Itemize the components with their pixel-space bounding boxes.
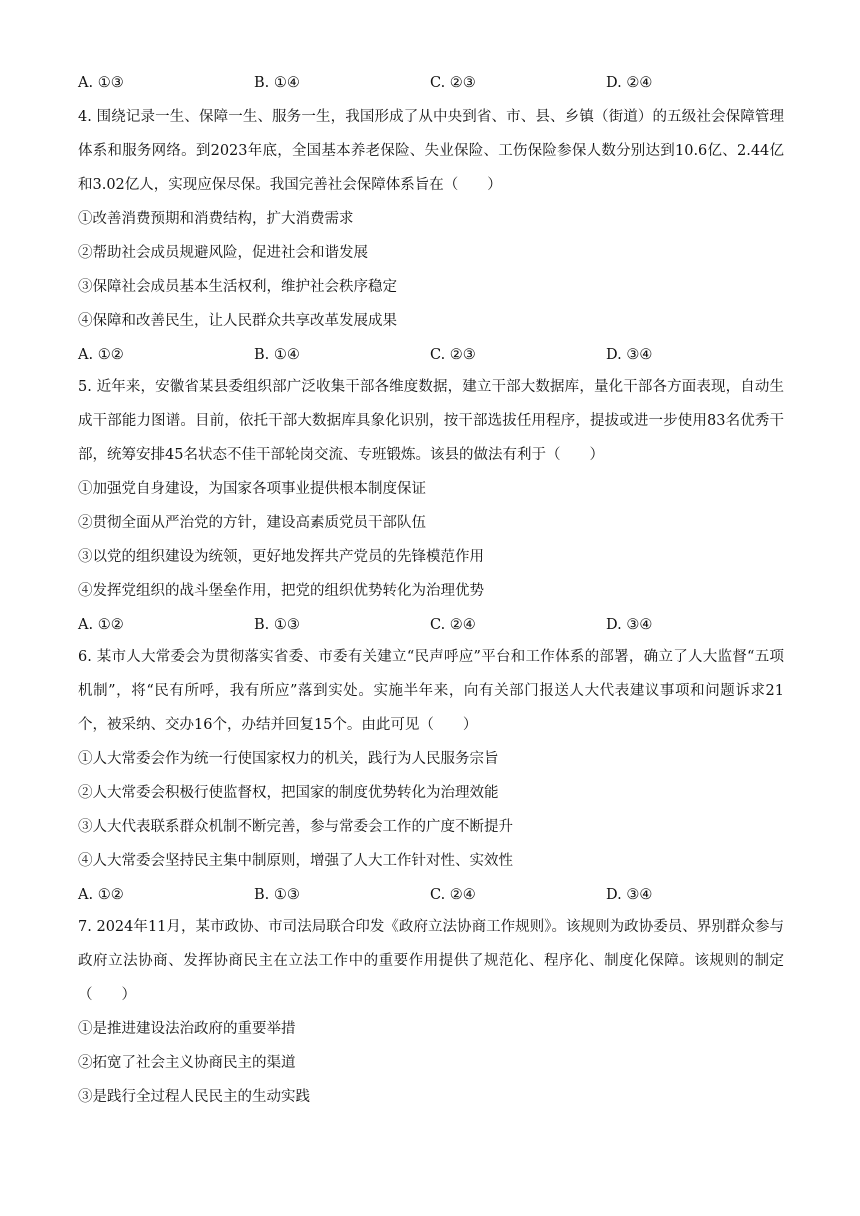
statement-2: ②贯彻全面从严治党的方针，建设高素质党员干部队伍 — [78, 515, 426, 531]
question-3-tail — [78, 66, 784, 100]
option-d: D. ③④ — [606, 887, 653, 903]
question-6 — [78, 640, 784, 912]
option-c: C. ②④ — [430, 887, 476, 903]
options-row — [78, 608, 784, 642]
question-5 — [78, 370, 784, 642]
statement-3: ③是践行全过程人民民主的生动实践 — [78, 1089, 310, 1105]
option-c: C. ②④ — [430, 617, 476, 633]
statement-1: ①加强党自身建设，为国家各项事业提供根本制度保证 — [78, 481, 426, 497]
options-row — [78, 878, 784, 912]
question-stem: 4. 围绕记录一生、保障一生、服务一生，我国形成了从中央到省、市、县、乡镇（街道）的五级社会保障管理体系和服务网络。到2023年底，全国基本养老保险、失业保险、工伤保险参保人数分别达到10.6亿、2.44亿和3.02亿人，实现应保尽保。我国完善社会保障体系旨在（ ） — [78, 109, 784, 193]
option-b: B. ①④ — [254, 347, 300, 363]
statement-4: ④保障和改善民生，让人民群众共享改革发展成果 — [78, 313, 397, 329]
statement-2: ②人大常委会积极行使监督权，把国家的制度优势转化为治理效能 — [78, 785, 499, 801]
option-a: A. ①② — [78, 887, 124, 903]
option-b: B. ①③ — [254, 887, 300, 903]
statement-4: ④人大常委会坚持民主集中制原则，增强了人大工作针对性、实效性 — [78, 853, 513, 869]
statement-2: ②拓宽了社会主义协商民主的渠道 — [78, 1055, 296, 1071]
statement-1: ①改善消费预期和消费结构，扩大消费需求 — [78, 211, 354, 227]
option-c: C. ②③ — [430, 347, 476, 363]
statement-4: ④发挥党组织的战斗堡垒作用，把党的组织优势转化为治理优势 — [78, 583, 484, 599]
question-stem: 7. 2024年11月，某市政协、市司法局联合印发《政府立法协商工作规则》。该规则为政协委员、界别群众参与政府立法协商、发挥协商民主在立法工作中的重要作用提供了规范化、程序化、制度化保障。该规则的制定（ ） — [78, 919, 784, 1003]
option-a: A. ①③ — [78, 75, 124, 91]
statement-1: ①人大常委会作为统一行使国家权力的机关，践行为人民服务宗旨 — [78, 751, 499, 767]
option-c: C. ②③ — [430, 75, 476, 91]
question-stem: 6. 某市人大常委会为贯彻落实省委、市委有关建立“民声呼应”平台和工作体系的部署，确立了人大监督“五项机制”，将“民有所呼，我有所应”落到实处。实施半年来，向有关部门报送人大代表建议事项和问题诉求21个，被采纳、交办16个，办结并回复15个。由此可见（ ） — [78, 649, 784, 733]
question-4 — [78, 100, 784, 372]
statement-3: ③人大代表联系群众机制不断完善，参与常委会工作的广度不断提升 — [78, 819, 513, 835]
option-a: A. ①② — [78, 347, 124, 363]
statement-2: ②帮助社会成员规避风险，促进社会和谐发展 — [78, 245, 368, 261]
option-d: D. ②④ — [606, 75, 653, 91]
option-b: B. ①③ — [254, 617, 300, 633]
option-b: B. ①④ — [254, 75, 300, 91]
statement-1: ①是推进建设法治政府的重要举措 — [78, 1021, 296, 1037]
option-a: A. ①② — [78, 617, 124, 633]
option-d: D. ③④ — [606, 347, 653, 363]
option-d: D. ③④ — [606, 617, 653, 633]
question-stem: 5. 近年来，安徽省某县委组织部广泛收集干部各维度数据，建立干部大数据库，量化干部各方面表现，自动生成干部能力图谱。目前，依托干部大数据库具象化识别，按干部选拔任用程序，提拔或进一步使用83名优秀干部，统筹安排45名状态不佳干部轮岗交流、专班锻炼。该县的做法有利于（ ） — [78, 379, 784, 463]
options-row — [78, 66, 784, 100]
statement-3: ③保障社会成员基本生活权利，维护社会秩序稳定 — [78, 279, 397, 295]
options-row — [78, 338, 784, 372]
statement-3: ③以党的组织建设为统领，更好地发挥共产党员的先锋模范作用 — [78, 549, 484, 565]
question-7 — [78, 910, 784, 1114]
